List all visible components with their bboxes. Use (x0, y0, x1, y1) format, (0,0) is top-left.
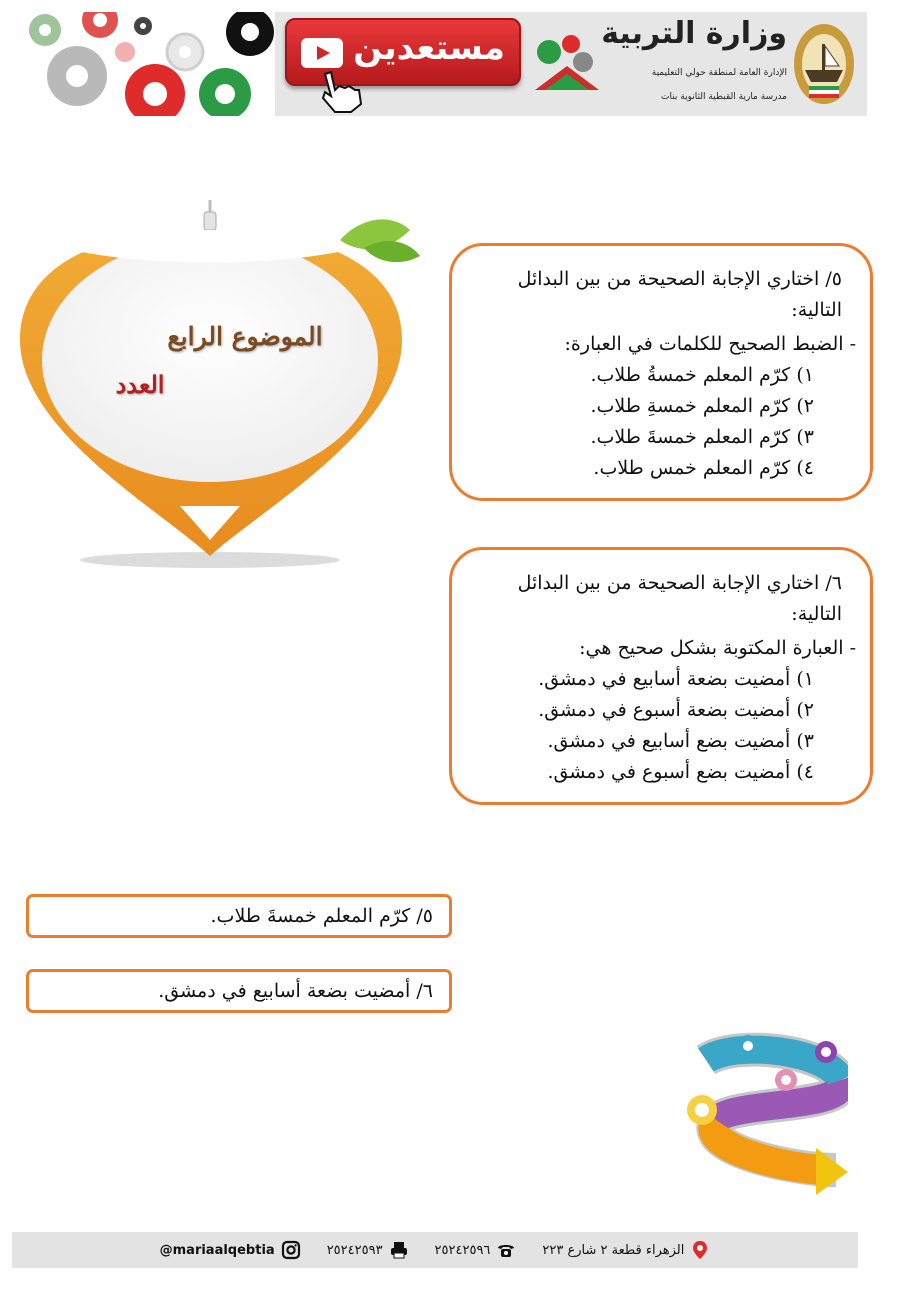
footer-instagram (160, 1240, 301, 1260)
footer-bar (12, 1232, 858, 1268)
footer-phone (435, 1240, 517, 1260)
location-pin-icon (690, 1240, 710, 1260)
options-list (591, 360, 815, 484)
address-text: الزهراء قطعة ٢ شارع ٢٢٣ (542, 1242, 685, 1258)
fax-text: ٢٥٢٤٢٥٩٣ (326, 1242, 383, 1258)
topic-badge (10, 200, 430, 580)
gear-icon (226, 12, 274, 56)
gear-icon (82, 12, 118, 38)
question-stem: - الضبط الصحيح للكلمات في العبارة: (564, 333, 856, 355)
gear-icon (199, 68, 251, 116)
telephone-icon (496, 1240, 516, 1260)
topic-title: الموضوع الرابع (167, 322, 323, 351)
fax-icon (389, 1240, 409, 1260)
roadmap-decoration (676, 1020, 848, 1195)
option-item: ٢) أمضيت بضعة أسبوع في دمشق. (538, 699, 814, 721)
map-pin-icon (815, 1041, 837, 1063)
question-box-5 (449, 243, 873, 501)
answer-box-6: ٦/ أمضيت بضعة أسابيع في دمشق. (26, 969, 452, 1013)
gear-icon (125, 64, 185, 116)
school-logo (527, 30, 607, 100)
question-heading: ٦/ اختاري الإجابة الصحيحة من بين البدائل التالية: (517, 572, 842, 625)
instagram-handle: @mariaalqebtia (159, 1242, 275, 1258)
option-item: ٣) كرّم المعلم خمسةَ طلاب. (590, 426, 814, 448)
options-list (538, 664, 814, 788)
question-stem: - العبارة المكتوبة بشكل صحيح هي: (579, 637, 856, 659)
phone-text: ٢٥٢٤٢٥٩٦ (434, 1242, 491, 1258)
option-item: ٢) كرّم المعلم خمسةِ طلاب. (590, 395, 814, 417)
ready-button-label: مستعدين (353, 28, 505, 68)
map-pin-icon (775, 1069, 797, 1091)
gear-icon (47, 46, 107, 106)
header-banner (25, 12, 867, 116)
gear-icon (115, 42, 135, 62)
gear-icon (29, 14, 61, 46)
option-item: ١) كرّم المعلم خمسةُ طلاب. (590, 364, 814, 386)
map-pin-icon (687, 1095, 717, 1125)
option-item: ١) أمضيت بضعة أسابيع في دمشق. (538, 668, 814, 690)
footer-address (542, 1240, 710, 1260)
gear-icon (134, 17, 152, 35)
question-heading: ٥/ اختاري الإجابة الصحيحة من بين البدائل التالية: (517, 268, 842, 321)
map-pin-icon (737, 1035, 759, 1057)
footer-fax (327, 1240, 409, 1260)
school-name: مدرسة مارية القبطية الثانوية بنات (661, 92, 787, 102)
answer-box-5: ٥/ كرّم المعلم خمسةَ طلاب. (26, 894, 452, 938)
instagram-icon (281, 1240, 301, 1260)
option-item: ٤) كرّم المعلم خمس طلاب. (593, 457, 814, 479)
gears-decoration (25, 12, 275, 116)
option-item: ٤) أمضيت بضع أسبوع في دمشق. (547, 761, 814, 783)
kuwait-emblem-icon (791, 20, 857, 108)
option-item: ٣) أمضيت بضع أسابيع في دمشق. (547, 730, 814, 752)
question-box-6 (449, 547, 873, 805)
ministry-name: وزارة التربية (601, 16, 787, 51)
pointer-hand-icon (315, 64, 375, 114)
department-name: الإدارة العامة لمنطقة حولي التعليمية (651, 68, 787, 78)
topic-subtitle: العدد (115, 370, 165, 399)
gear-icon (167, 34, 203, 70)
